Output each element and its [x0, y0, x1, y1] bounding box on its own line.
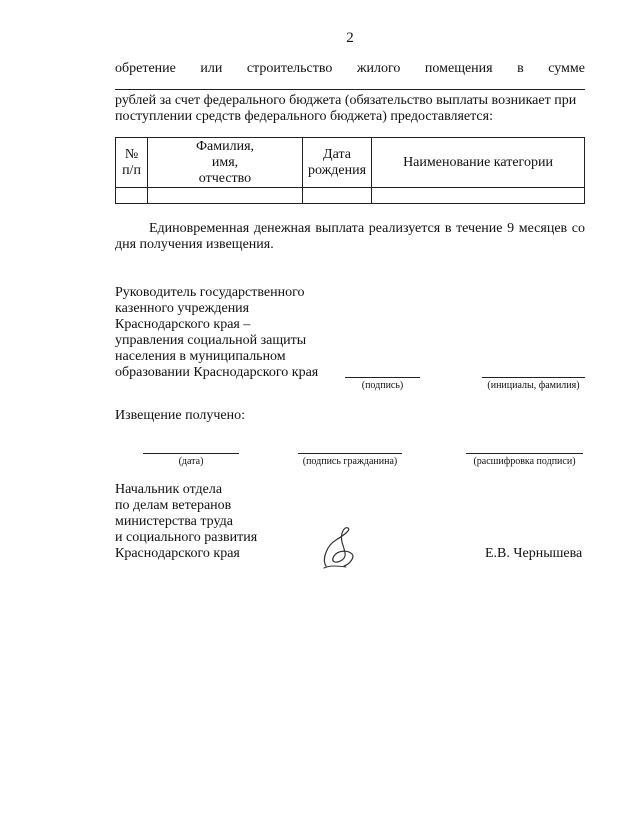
head-initials-line: [482, 377, 585, 378]
header-birth-date: Дата рождения: [303, 138, 372, 188]
head-initials-caption: (инициалы, фамилия): [487, 380, 580, 391]
intro-word: в: [517, 61, 524, 76]
intro-word: строительство: [246, 61, 333, 76]
intro-word: жилого: [356, 61, 401, 76]
head-title-line: управления социальной защиты: [115, 333, 307, 348]
decoding-line: [466, 453, 583, 454]
head-signature-caption: (подпись): [361, 380, 404, 391]
notice-label: Извещение получено:: [115, 408, 246, 423]
table-cell: [116, 188, 148, 204]
head-title-block: [115, 285, 318, 381]
decoding-caption: (расшифровка подписи): [473, 456, 576, 467]
signatory-line: Начальник отдела: [115, 482, 223, 497]
payment-line-2: дня получения извещения.: [115, 237, 274, 252]
signatory-line: и социального развития: [115, 530, 258, 545]
header-category: Наименование категории: [372, 138, 585, 188]
signatory-block: [115, 482, 257, 562]
handwritten-signature: [318, 526, 360, 570]
amount-blank-line: [115, 89, 585, 90]
header-number: № п/п: [116, 138, 148, 188]
page-number: 2: [346, 30, 354, 46]
intro-line-2: рублей за счет федерального бюджета (обязательство выплаты возникает при: [115, 93, 577, 108]
intro-word: или: [200, 61, 223, 76]
intro-word: помещения: [424, 61, 493, 76]
signatory-line: по делам ветеранов: [115, 498, 232, 513]
citizen-signature-caption: (подпись гражданина): [302, 456, 398, 467]
table-row: [116, 188, 585, 204]
intro-word: обретение: [115, 61, 176, 76]
table-cell: [148, 188, 303, 204]
head-signature-line: [345, 377, 420, 378]
intro-word: сумме: [548, 61, 585, 76]
table-header-row: [116, 138, 585, 188]
signatory-line: Краснодарского края: [115, 546, 240, 561]
header-full-name: Фамилия, имя, отчество: [148, 138, 303, 188]
table-cell: [303, 188, 372, 204]
head-title-line: казенного учреждения: [115, 301, 250, 316]
head-title-line: Руководитель государственного: [115, 285, 305, 300]
date-line: [143, 453, 239, 454]
intro-line-1: [115, 61, 585, 77]
recipient-table: [115, 137, 585, 204]
payment-line-1: Единовременная денежная выплата реализуется в течение 9 месяцев со: [149, 221, 585, 236]
head-title-line: населения в муниципальном: [115, 349, 286, 364]
signatory-line: министерства труда: [115, 514, 233, 529]
intro-line-3: поступлении средств федерального бюджета) предоставляется:: [115, 109, 493, 124]
date-caption: (дата): [178, 456, 204, 467]
table-cell: [372, 188, 585, 204]
citizen-signature-line: [298, 453, 402, 454]
head-title-line: Краснодарского края –: [115, 317, 251, 332]
head-title-line: образовании Краснодарского края: [115, 365, 319, 380]
signatory-name: Е.В. Чернышева: [485, 546, 583, 561]
